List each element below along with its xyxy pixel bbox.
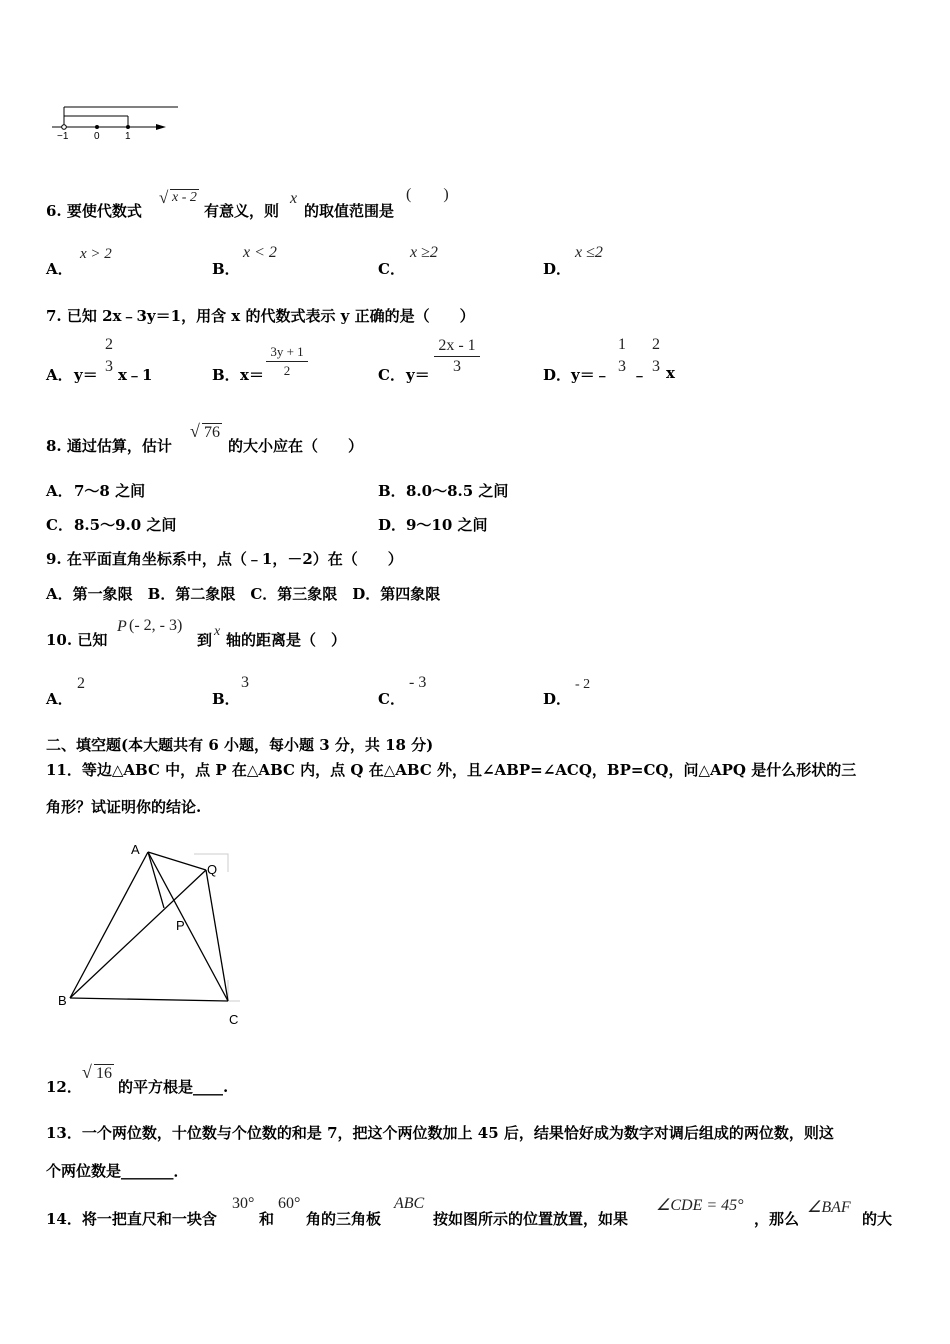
q8-option-a[interactable]: 7～8 之间 [74,482,146,500]
q7-option-c-fraction [434,337,480,376]
q14-ask-angle: ∠BAF [807,1199,851,1216]
q14-prefix: 14．将一把直尺和一块含 [46,1210,217,1228]
q7-option-d-den2: 3 [652,358,660,375]
q6-prefix: 6. 要使代数式 [46,202,142,220]
q6-radical-sign: √ [159,188,169,207]
figure-label-p: P [176,918,185,933]
q14-and: 和 [259,1210,275,1228]
q7-option-d-mid: ﹣ [632,366,648,384]
q6-option-c-label: C． [378,260,405,278]
q11-line1: 11．等边△ABC 中，点 P 在△ABC 内，点 Q 在△ABC 外，且∠ABP=∠ACQ，BP=CQ，问△APQ 是什么形状的三 [46,761,857,779]
tick-label-neg1: −1 [57,131,69,142]
q6-option-a-label: A． [46,260,73,278]
q7-stem: 7. 已知 2x﹣3y＝1，用含 x 的代数式表示 y 正确的是（ ） [46,307,475,325]
q14-t4: 的大 [862,1210,893,1228]
q10-option-c-label: C． [378,690,405,708]
q10-prefix: 10. 已知 [46,631,108,649]
q6-middle: 有意义，则 [204,202,280,220]
q6-var: x [290,190,298,207]
q7-option-d-post: x [666,364,675,382]
q14-t2: 按如图所示的位置放置，如果 [433,1210,629,1228]
q7-option-d-num1: 1 [618,336,626,353]
q7-option-d-label: D． [543,366,572,384]
q10-mid: 到 [197,631,213,649]
q10-option-a-label: A． [46,690,73,708]
q8-radicand: 76 [204,424,220,441]
q11-line2: 角形？试证明你的结论. [46,798,202,816]
q12-radical-sign: √ [82,1062,92,1082]
section-2-heading: 二、填空题(本大题共有 6 小题，每小题 3 分，共 18 分) [46,736,434,754]
q10-suffix: 轴的距离是（ ） [226,631,347,649]
q10-option-d-label: D． [543,690,572,708]
figure-label-q: Q [207,862,218,877]
triangle-apq-figure [40,830,260,1040]
q6-suffix: 的取值范围是 [304,202,395,220]
q10-option-b-label: B． [212,690,240,708]
q8-suffix: 的大小应在（ ） [228,437,364,455]
q7-option-a-num: 2 [105,336,113,353]
q7-option-b-fraction [266,344,308,379]
q10-option-b[interactable]: 3 [241,674,249,691]
q6-option-b-label: B． [212,260,240,278]
q7-option-c-label: C． [378,366,405,384]
q12-prefix: 12． [46,1078,82,1096]
figure-label-c: C [229,1012,239,1027]
tick-label-1: 1 [125,131,131,142]
q8-option-d[interactable]: 9～10 之间 [406,516,488,534]
q14-angle-30: 30° [232,1195,255,1212]
q7-option-c-den: 3 [453,358,461,375]
q7-option-b-den: 2 [283,363,291,378]
q7-option-a-label: A． [46,366,73,384]
q7-option-c-num: 2x - 1 [438,337,476,354]
q8-option-c-label: C． [46,516,73,534]
q6-option-c[interactable]: x ≥2 [410,244,438,261]
q7-option-d-pre[interactable]: y＝﹣ [571,366,610,384]
q7-option-a-post: x﹣1 [118,366,153,384]
q6-paren: ( ) [406,186,449,203]
figure-label-a: A [131,842,140,857]
q12-suffix: 的平方根是____. [118,1078,229,1096]
q7-option-b-label: B． [212,366,240,384]
q6-option-a[interactable]: x > 2 [80,246,112,262]
tick-label-0: 0 [94,131,100,142]
q10-coords: (- 2, - 3) [129,617,183,634]
q12-radicand: 16 [96,1065,112,1082]
q6-option-d-label: D． [543,260,572,278]
q10-var: x [214,624,221,639]
q7-option-a-fraction [101,336,117,376]
q10-option-c[interactable]: - 3 [409,674,427,691]
q7-option-a-den: 3 [105,358,113,375]
q14-triangle-abc: ABC [394,1195,425,1212]
q7-option-c-pre[interactable]: y＝ [406,366,430,384]
q14-angle-60: 60° [278,1195,301,1212]
q8-radical-sign: √ [190,421,200,441]
q14-t1: 角的三角板 [306,1210,382,1228]
q10-point: P [117,618,127,635]
q7-option-d-num2: 2 [652,336,660,353]
figure-label-b: B [58,993,67,1008]
q14-t3: ，那么 [754,1210,800,1228]
q6-option-d[interactable]: x ≤2 [575,244,603,261]
q13-line2: 个两位数是_______． [46,1162,189,1180]
q9-options[interactable]: A．第一象限 B．第二象限 C．第三象限 D．第四象限 [46,585,441,603]
q8-prefix: 8. 通过估算，估计 [46,437,172,455]
q7-option-b-pre[interactable]: x＝ [240,366,264,384]
number-line-figure [48,100,188,148]
q6-radicand: x - 2 [172,190,197,205]
q7-option-a-pre[interactable]: y＝ [74,366,98,384]
q7-option-d-fraction-1 [614,336,630,376]
q13-line1: 13．一个两位数，十位数与个位数的和是 7，把这个两位数加上 45 后，结果恰好成为数字对调后组成的两位数，则这 [46,1124,834,1142]
q10-option-a[interactable]: 2 [77,675,85,692]
q14-condition: ∠CDE = 45° [656,1197,744,1214]
q8-option-c[interactable]: 8.5～9.0 之间 [74,516,177,534]
q8-option-a-label: A． [46,482,73,500]
q6-option-b[interactable]: x < 2 [243,244,277,261]
q10-option-d[interactable]: - 2 [575,677,591,692]
q8-option-b[interactable]: 8.0～8.5 之间 [406,482,509,500]
q7-option-b-num: 3y + 1 [270,344,304,359]
q8-option-b-label: B． [378,482,406,500]
q7-option-d-fraction-2 [648,336,664,376]
q7-option-d-den1: 3 [618,358,626,375]
q9-stem: 9. 在平面直角坐标系中，点（﹣1，－2）在（ ） [46,550,403,568]
q8-option-d-label: D． [378,516,407,534]
